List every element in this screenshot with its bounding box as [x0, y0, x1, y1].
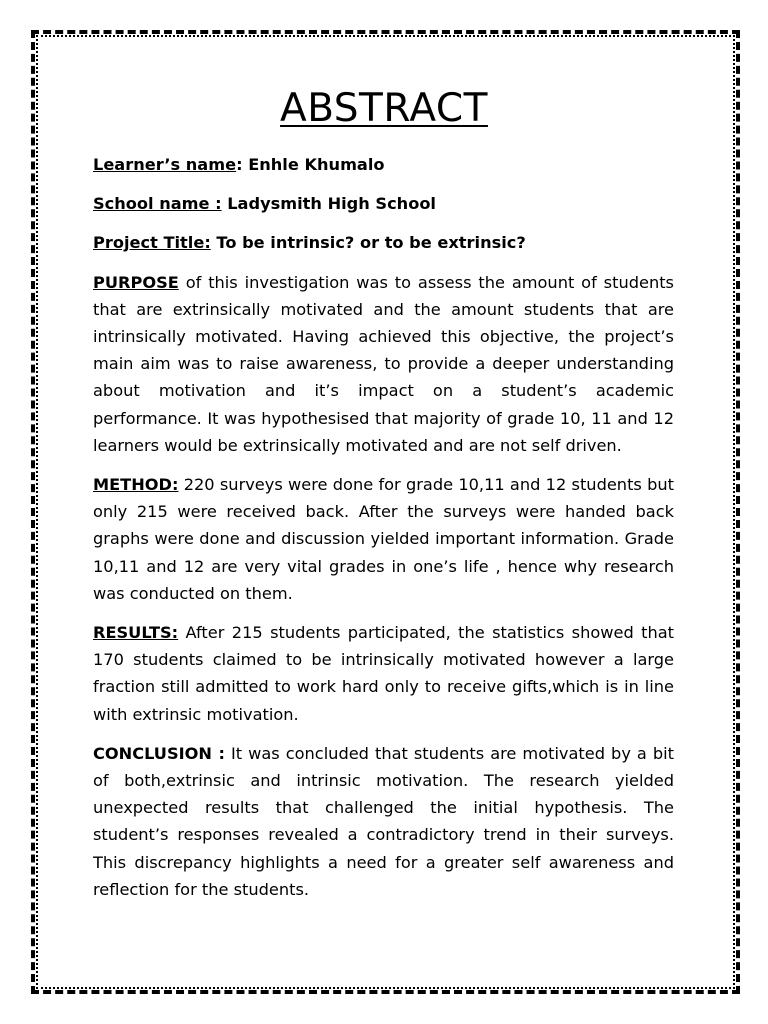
results-text: After 215 students participated, the statistics showed that 170 students claimed to be intrinsically motivated however a large fraction still admitted to work hard only to receive gifts,which is in line with extrinsic motivation. — [93, 623, 674, 724]
conclusion-paragraph — [93, 740, 674, 903]
purpose-heading: PURPOSE — [93, 272, 179, 292]
abstract-body — [93, 151, 674, 915]
purpose-text: of this investigation was to assess the amount of students that are extrinsically motivated and the amount students that are intrinsically motivated. Having achieved this objective, the project’s main aim was to raise awareness, to provide a deeper understanding about motivation and it’s impact on a student’s academic performance. It was hypothesised that majority of grade 10, 11 and 12 learners would be extrinsically motivated and are not self driven. — [93, 272, 674, 455]
project-title-label: Project Title: — [93, 233, 211, 253]
method-text: 220 surveys were done for grade 10,11 and 12 students but only 215 were received back. After the surveys were handed back graphs were done and discussion yielded important information. Grade 10,11 and 12 are very vital grades in one’s life , hence why research was conducted on them. — [93, 475, 674, 603]
learner-name-label: Learner’s name — [93, 155, 237, 174]
school-name-label: School name : — [93, 194, 222, 214]
method-paragraph — [93, 471, 674, 607]
purpose-paragraph — [93, 269, 674, 459]
project-title-line — [93, 229, 674, 256]
school-name-line — [93, 190, 674, 217]
page-title: ABSTRACT — [280, 86, 488, 131]
conclusion-text: It was concluded that students are motivated by a bit of both,extrinsic and intrinsic motivation. The research yielded unexpected results that challenged the initial hypothesis. The student’s responses revealed a contradictory trend in their surveys. This discrepancy highlights a need for a greater self awareness and reflection for the students. — [93, 743, 674, 899]
learner-name-value: : Enhle Khumalo — [236, 155, 385, 174]
results-paragraph — [93, 619, 674, 728]
results-heading: RESULTS: — [93, 623, 179, 643]
project-title-value: To be intrinsic? or to be extrinsic? — [210, 233, 526, 253]
conclusion-heading: CONCLUSION : — [93, 743, 225, 763]
method-heading: METHOD: — [93, 475, 179, 495]
school-name-value: Ladysmith High School — [221, 194, 436, 214]
learner-name-line — [93, 151, 674, 178]
